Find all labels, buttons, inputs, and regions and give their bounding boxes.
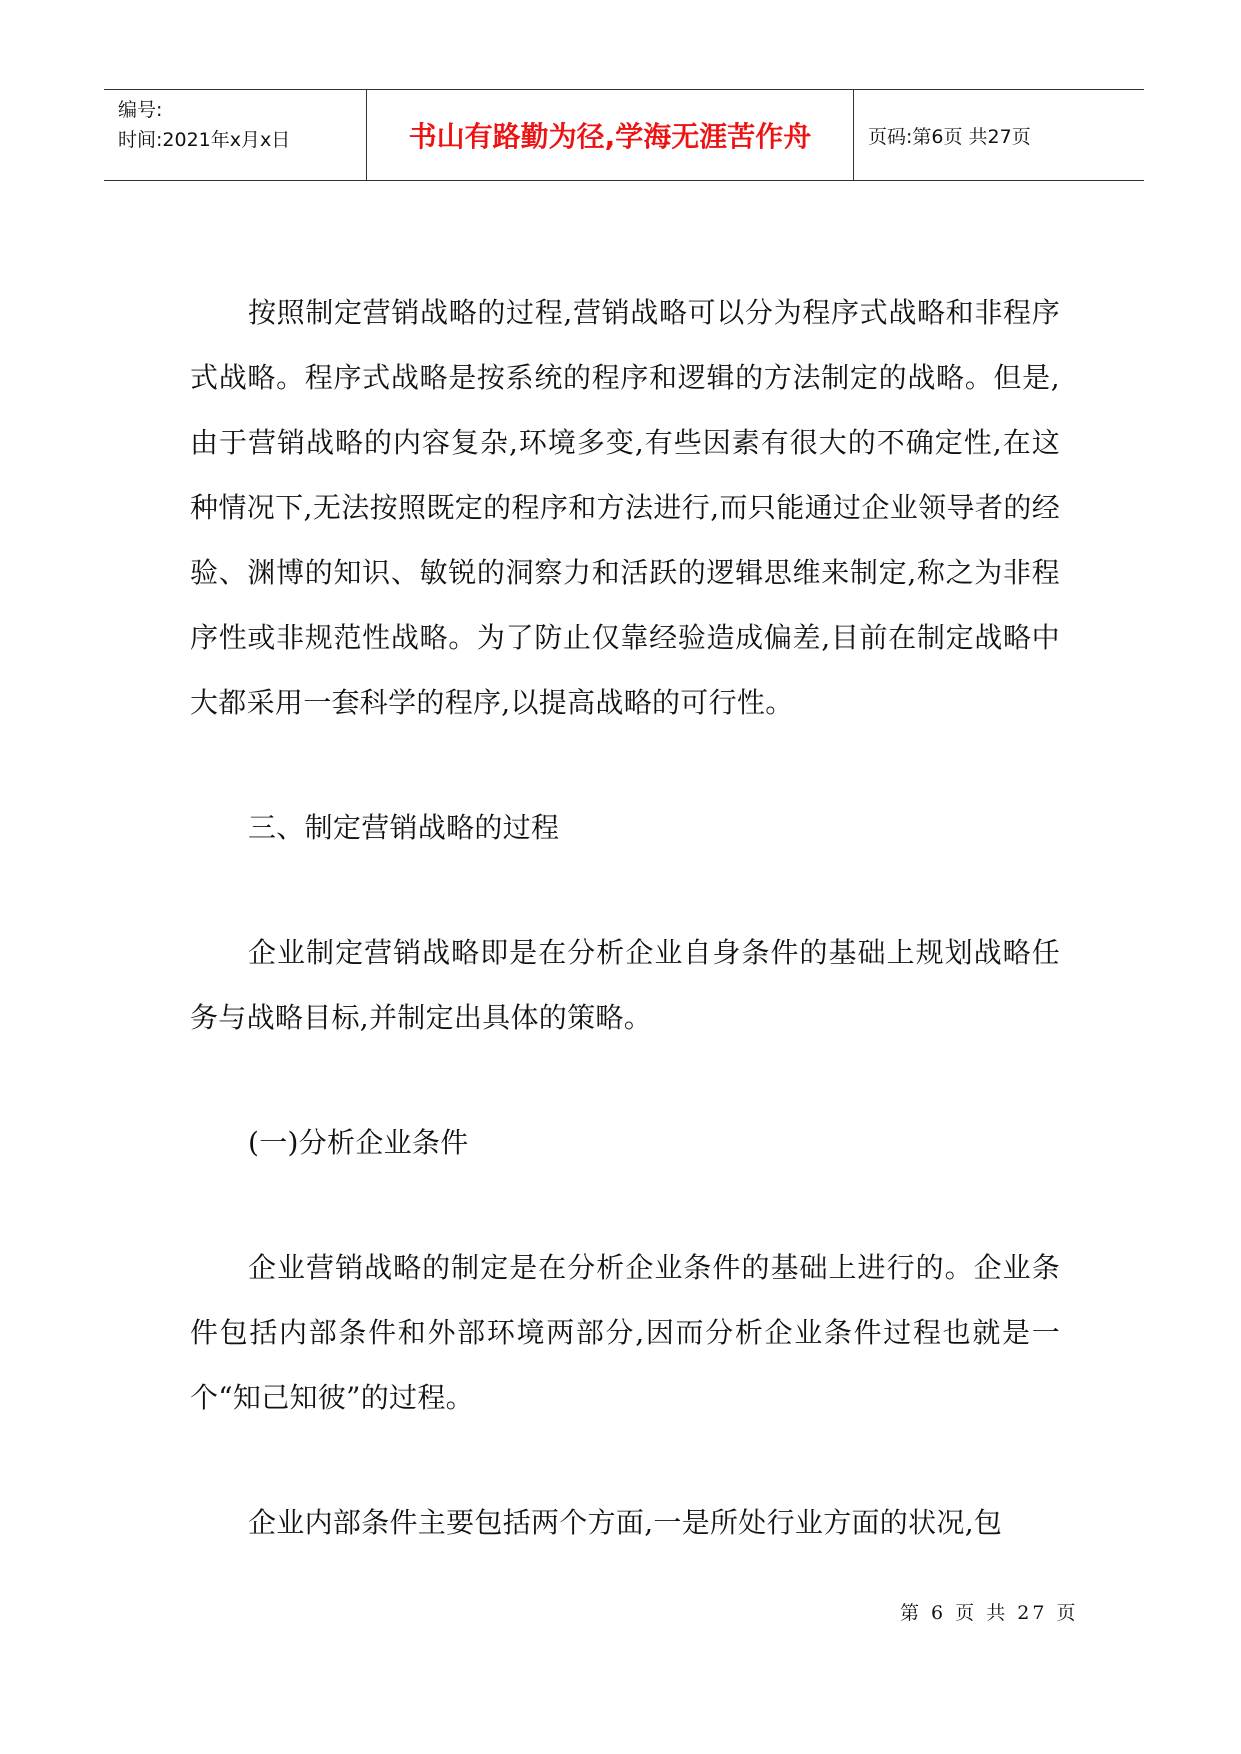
subsection-heading-1: (一)分析企业条件 [248, 1126, 469, 1159]
paragraph-3: 企业营销战略的制定是在分析企业条件的基础上进行的。企业条件包括内部条件和外部环境两部分,因而分析企业条件过程也就是一个“知己知彼”的过程。 [190, 1251, 1060, 1414]
header-motto: 书山有路勤为径,学海无涯苦作舟 [367, 90, 854, 180]
paragraph-2: 企业制定营销战略即是在分析企业自身条件的基础上规划战略任务与战略目标,并制定出具体的策略。 [190, 936, 1060, 1034]
paragraph-4: 企业内部条件主要包括两个方面,一是所处行业方面的状况,包 [248, 1506, 1003, 1539]
page-header [104, 89, 1144, 181]
section-heading-3: 三、制定营销战略的过程 [248, 811, 560, 844]
number-label: 编号: [118, 99, 163, 121]
time-label: 时间:2021年x月x日 [118, 129, 291, 151]
header-meta [104, 90, 367, 180]
page-footer: 第 6 页 共 27 页 [900, 1602, 1079, 1624]
header-page-label: 页码:第6页 共27页 [868, 125, 1031, 148]
paragraph-1: 按照制定营销战略的过程,营销战略可以分为程序式战略和非程序式战略。程序式战略是按系统的程序和逻辑的方法制定的战略。但是,由于营销战略的内容复杂,环境多变,有些因素有很大的不确定性,在这种情况下,无法按照既定的程序和方法进行,而只能通过企业领导者的经验、渊博的知识、敏锐的洞察力和活跃的逻辑思维来制定,称之为非程序性或非规范性战略。为了防止仅靠经验造成偏差,目前在制定战略中大都采用一套科学的程序,以提高战略的可行性。 [190, 296, 1060, 719]
document-body [190, 280, 1060, 1555]
